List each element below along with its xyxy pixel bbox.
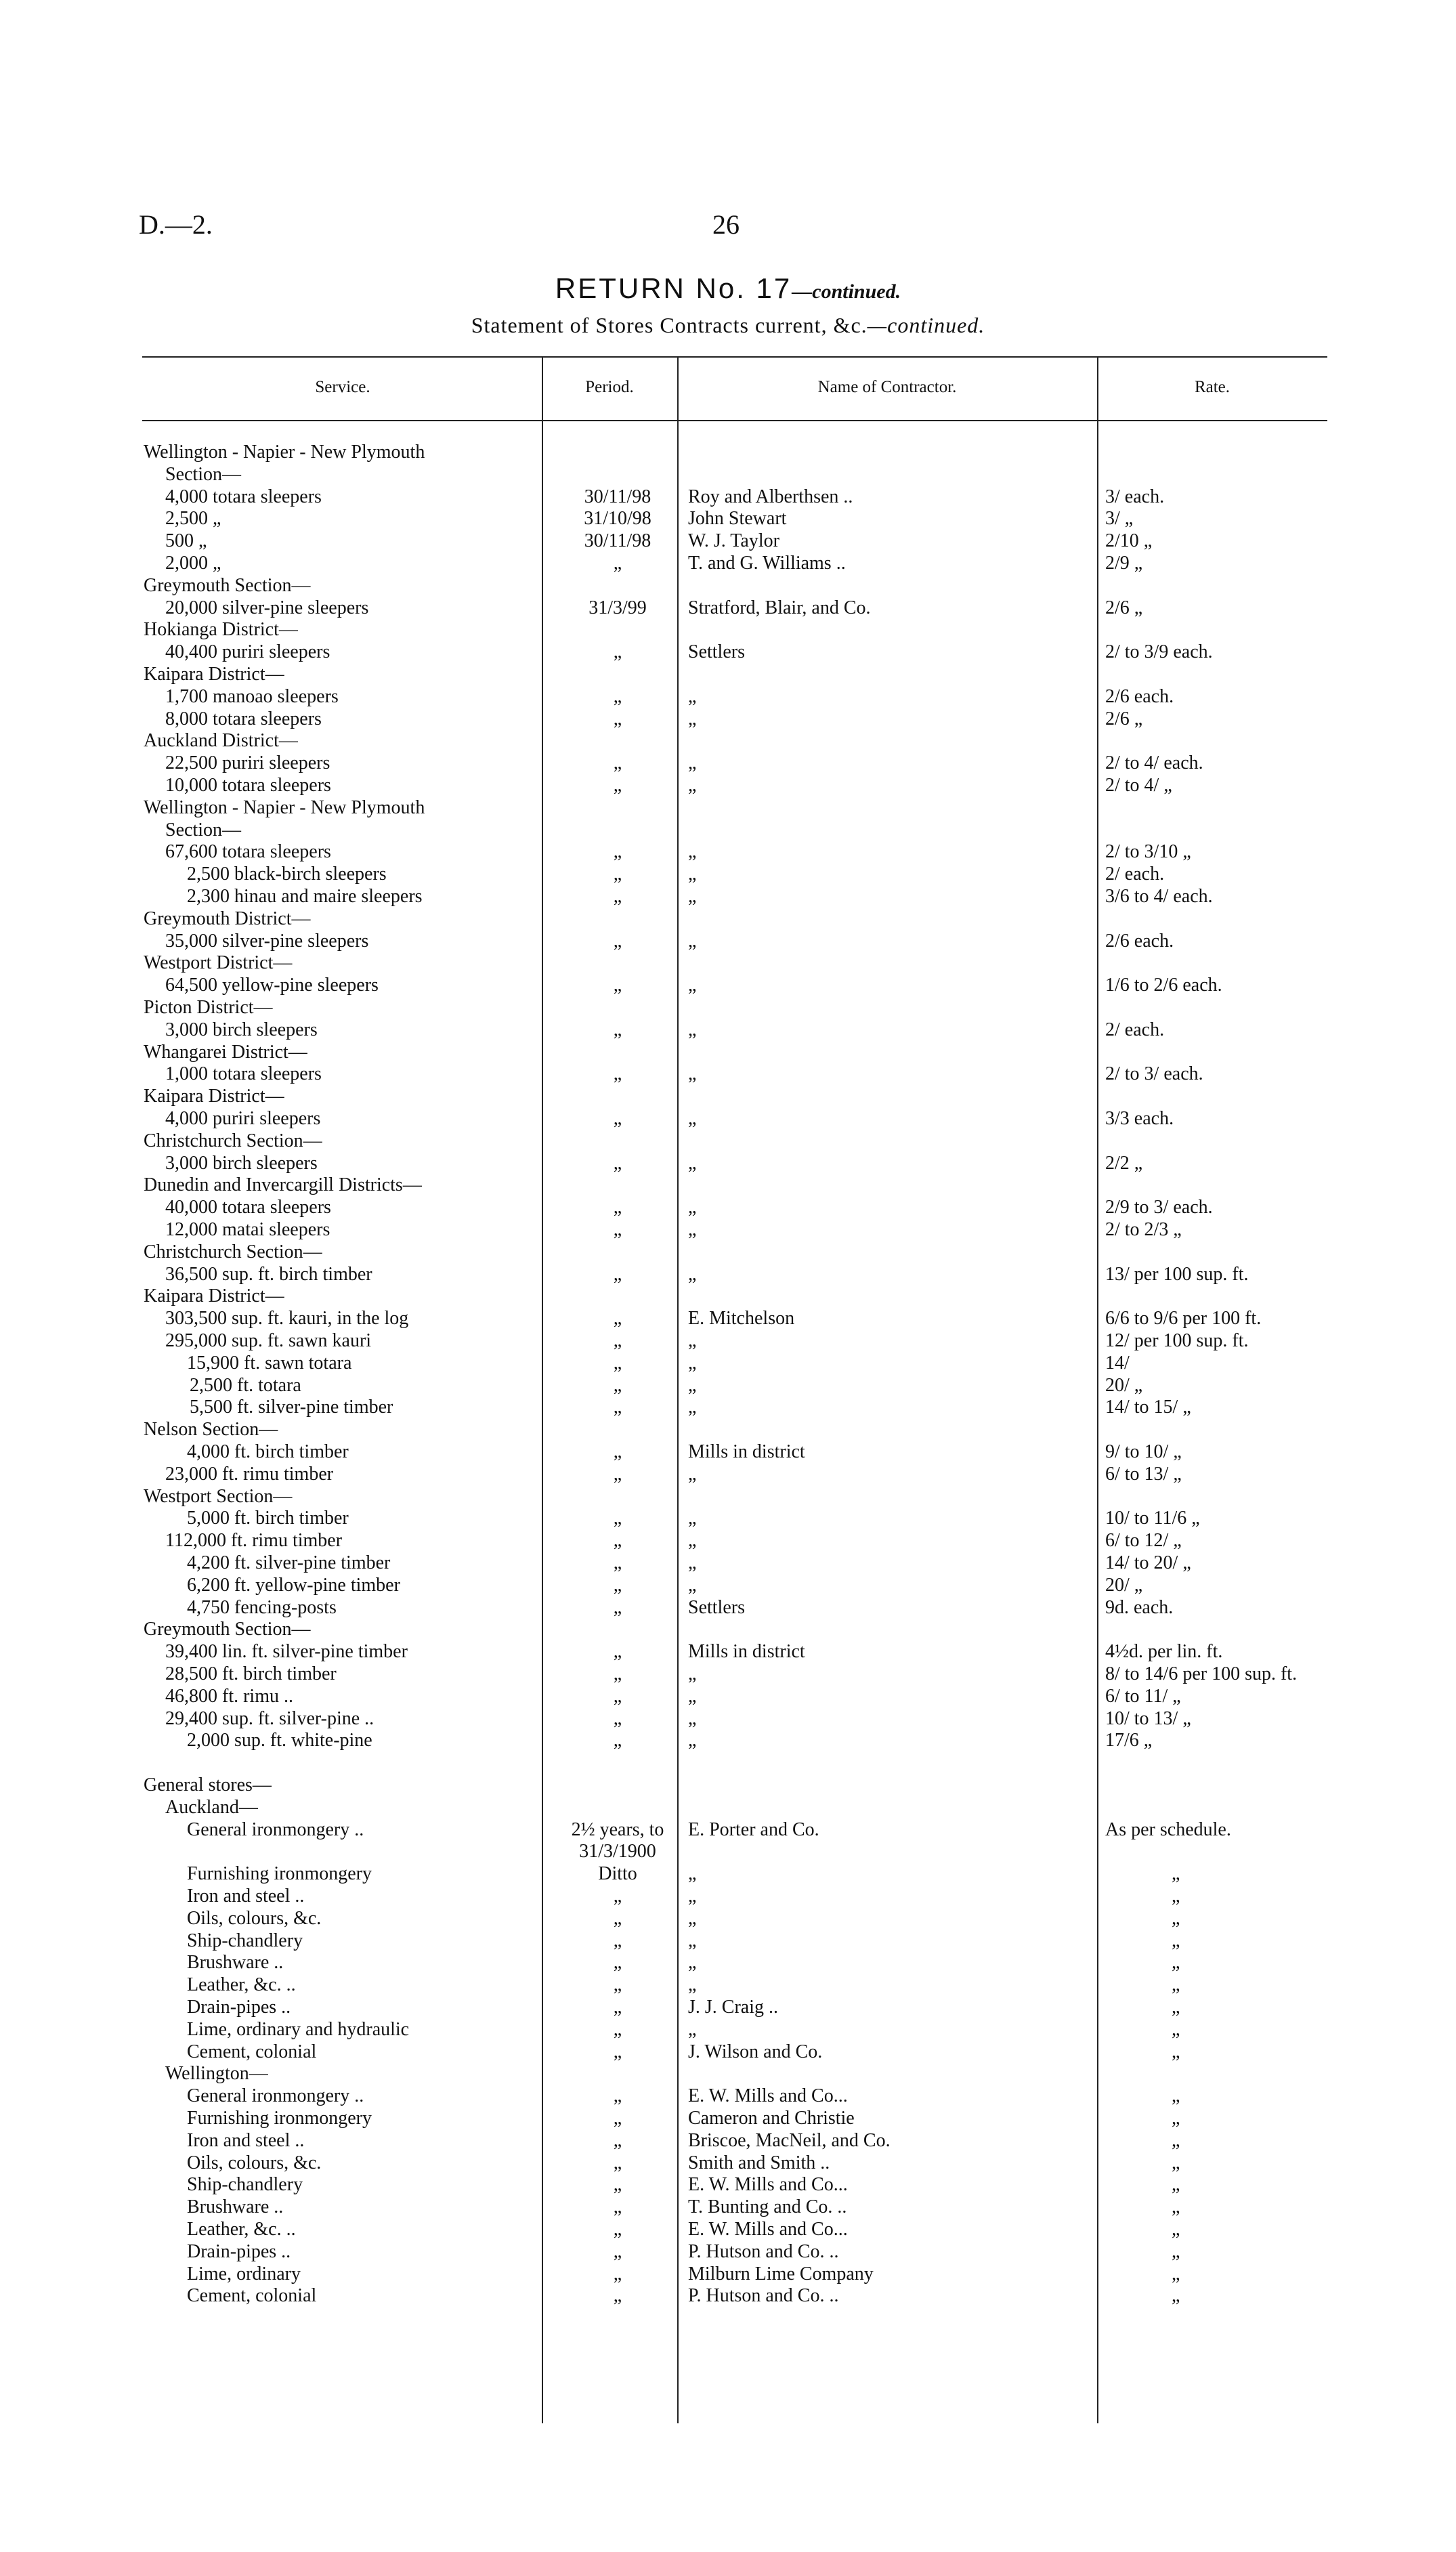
service-cell: 2,500 ft. totara (190, 1374, 301, 1396)
contractor-cell: Settlers (688, 641, 745, 663)
service-cell: Christchurch Section— (144, 1130, 322, 1151)
period-cell: „ (613, 2174, 622, 2196)
period-cell: „ (613, 1108, 622, 1129)
rate-cell: 17/6 „ (1105, 1730, 1153, 1751)
service-cell: 36,500 sup. ft. birch timber (165, 1263, 372, 1285)
rate-cell: „ (1172, 2152, 1180, 2173)
contractor-cell: Smith and Smith .. (688, 2152, 830, 2173)
rate-cell: „ (1172, 2285, 1180, 2307)
period-cell: „ (613, 975, 622, 996)
service-cell: General ironmongery .. (187, 1819, 364, 1840)
rate-cell: „ (1172, 2108, 1180, 2129)
service-cell: Cement, colonial (187, 2285, 317, 2307)
rate-cell: 12/ per 100 sup. ft. (1105, 1330, 1249, 1351)
service-cell: Iron and steel .. (187, 1886, 305, 1907)
contractor-cell: „ (688, 1263, 697, 1285)
service-cell: 1,700 manoao sleepers (165, 685, 339, 707)
service-cell: 46,800 ft. rimu .. (165, 1685, 293, 1707)
contractor-cell: „ (688, 1930, 697, 1951)
rate-cell: 2/10 „ (1105, 530, 1153, 552)
contractor-cell: E. W. Mills and Co... (688, 2085, 848, 2107)
rate-cell: 20/ „ (1105, 1374, 1143, 1396)
contractor-cell: „ (688, 775, 697, 796)
rate-cell: 3/ „ (1105, 508, 1134, 530)
rate-cell: 2/6 each. (1105, 930, 1174, 952)
contractor-cell: „ (688, 1974, 697, 1996)
service-cell: Greymouth District— (144, 908, 311, 929)
rate-cell: „ (1172, 2219, 1180, 2240)
service-cell: 2,000 „ (165, 553, 221, 574)
service-cell: Dunedin and Invercargill Districts— (144, 1174, 422, 1196)
table-header-rule (142, 420, 1327, 421)
service-cell: Picton District— (144, 997, 273, 1018)
period-cell: „ (613, 2285, 622, 2307)
rate-cell: „ (1172, 2129, 1180, 2151)
rate-cell: „ (1172, 2041, 1180, 2062)
period-cell: „ (613, 1907, 622, 1929)
period-cell: „ (613, 1308, 622, 1330)
service-cell: 15,900 ft. sawn totara (187, 1352, 352, 1374)
period-cell: 31/3/99 (588, 597, 647, 618)
contractor-cell: „ (688, 1108, 697, 1129)
service-cell: 2,000 sup. ft. white-pine (187, 1730, 372, 1751)
rate-cell: „ (1172, 1886, 1180, 1907)
service-cell: Westport Section— (144, 1485, 293, 1507)
statement-subtitle-continued: —continued. (867, 313, 985, 337)
contractor-cell: „ (688, 1197, 697, 1218)
period-cell: „ (613, 1352, 622, 1374)
period-cell: „ (613, 1641, 622, 1663)
service-cell: 2,300 hinau and maire sleepers (187, 886, 423, 907)
contractor-cell: J. J. Craig .. (688, 1997, 778, 2018)
rate-cell: „ (1172, 2018, 1180, 2040)
contractor-cell: „ (688, 1019, 697, 1040)
rate-cell: „ (1172, 2085, 1180, 2107)
rate-cell: „ (1172, 1863, 1180, 1885)
service-cell: Wellington - Napier - New Plymouth (144, 796, 425, 818)
period-cell: „ (613, 1596, 622, 1618)
rate-cell: 6/ to 12/ „ (1105, 1530, 1182, 1552)
period-cell: „ (613, 1330, 622, 1351)
service-cell: 29,400 sup. ft. silver-pine .. (165, 1707, 374, 1729)
service-cell: 2,500 black-birch sleepers (187, 864, 387, 885)
service-cell: Wellington— (165, 2063, 268, 2085)
service-cell: Whangarei District— (144, 1041, 307, 1063)
service-cell: 35,000 silver-pine sleepers (165, 930, 369, 952)
contractor-cell: „ (688, 1863, 697, 1885)
contractor-cell: E. Porter and Co. (688, 1819, 819, 1840)
contractor-cell: J. Wilson and Co. (688, 2041, 823, 2062)
service-cell: Westport District— (144, 952, 293, 974)
period-cell: „ (613, 1974, 622, 1996)
service-cell: 12,000 matai sleepers (165, 1219, 330, 1240)
rate-cell: 13/ per 100 sup. ft. (1105, 1263, 1249, 1285)
contractor-cell: T. and G. Williams .. (688, 553, 846, 574)
service-cell: Leather, &c. .. (187, 2219, 296, 2240)
rate-cell: „ (1172, 1974, 1180, 1996)
contractor-cell: „ (688, 1707, 697, 1729)
rate-cell: As per schedule. (1105, 1819, 1231, 1840)
service-cell: Drain-pipes .. (187, 2240, 291, 2262)
rate-cell: 2/ each. (1105, 864, 1165, 885)
service-cell: 22,500 puriri sleepers (165, 752, 330, 774)
period-cell: „ (613, 1019, 622, 1040)
service-cell: 39,400 lin. ft. silver-pine timber (165, 1641, 408, 1663)
period-cell: „ (613, 1574, 622, 1596)
service-cell: 4,750 fencing-posts (187, 1596, 337, 1618)
period-cell: „ (613, 2108, 622, 2129)
rate-cell: 6/ to 11/ „ (1105, 1685, 1181, 1707)
contractor-cell: E. W. Mills and Co... (688, 2174, 848, 2196)
service-cell: 23,000 ft. rimu timber (165, 1463, 334, 1485)
column-header-rate: Rate. (1194, 378, 1230, 396)
contractor-cell: „ (688, 1152, 697, 1174)
rate-cell: 8/ to 14/6 per 100 sup. ft. (1105, 1663, 1298, 1684)
rate-cell: 3/ each. (1105, 486, 1165, 507)
period-cell: „ (613, 1663, 622, 1684)
contractor-cell: „ (688, 1730, 697, 1751)
rate-cell: 2/ to 4/ each. (1105, 752, 1203, 774)
period-cell: 31/3/1900 (579, 1841, 656, 1863)
rate-cell: 2/ each. (1105, 1019, 1165, 1040)
period-cell: „ (613, 1997, 622, 2018)
contractor-cell: Mills in district (688, 1641, 805, 1663)
service-cell: Auckland— (165, 1796, 258, 1818)
service-cell: Furnishing ironmongery (187, 2108, 372, 2129)
contractor-cell: „ (688, 752, 697, 774)
service-cell: Greymouth Section— (144, 1619, 311, 1640)
service-cell: 3,000 birch sleepers (165, 1019, 318, 1040)
rate-cell: 2/ to 2/3 „ (1105, 1219, 1182, 1240)
service-cell: 67,600 totara sleepers (165, 841, 331, 863)
period-cell: „ (613, 864, 622, 885)
service-cell: Ship-chandlery (187, 2174, 303, 2196)
service-cell: 1,000 totara sleepers (165, 1063, 322, 1085)
service-cell: Greymouth Section— (144, 574, 311, 596)
service-cell: Hokianga District— (144, 619, 298, 641)
service-cell: 6,200 ft. yellow-pine timber (187, 1574, 400, 1596)
statement-subtitle (0, 313, 1456, 338)
rate-cell: 1/6 to 2/6 each. (1105, 975, 1222, 996)
contractor-cell: „ (688, 1352, 697, 1374)
contractor-cell: „ (688, 1552, 697, 1573)
period-cell: „ (613, 1063, 622, 1085)
service-cell: General stores— (144, 1774, 272, 1795)
service-cell: Nelson Section— (144, 1419, 278, 1441)
service-cell: 40,000 totara sleepers (165, 1197, 331, 1218)
return-title-continued: —continued. (792, 280, 901, 303)
rate-cell: 14/ to 15/ „ (1105, 1397, 1191, 1418)
service-cell: Section— (165, 819, 241, 841)
rate-cell: 2/9 to 3/ each. (1105, 1197, 1213, 1218)
period-cell: „ (613, 2152, 622, 2173)
contractor-cell: P. Hutson and Co. .. (688, 2285, 839, 2307)
contractor-cell: „ (688, 2018, 697, 2040)
period-cell: „ (613, 1707, 622, 1729)
service-cell: Ship-chandlery (187, 1930, 303, 1951)
service-cell: 10,000 totara sleepers (165, 775, 331, 796)
service-cell: Leather, &c. .. (187, 1974, 296, 1996)
period-cell: „ (613, 1930, 622, 1951)
page-number: 26 (712, 209, 740, 240)
contractor-cell: „ (688, 1219, 697, 1240)
service-cell: Oils, colours, &c. (187, 2152, 322, 2173)
period-cell: „ (613, 886, 622, 907)
service-cell: 3,000 birch sleepers (165, 1152, 318, 1174)
rate-cell: 2/ to 3/9 each. (1105, 641, 1213, 663)
contractor-cell: „ (688, 975, 697, 996)
period-cell: „ (613, 2240, 622, 2262)
period-cell: „ (613, 752, 622, 774)
service-cell: Kaipara District— (144, 1086, 284, 1107)
contractor-cell: „ (688, 1574, 697, 1596)
service-cell: 112,000 ft. rimu timber (165, 1530, 343, 1552)
statement-subtitle-main: Statement of Stores Contracts current, &c. (471, 313, 868, 337)
service-cell: 295,000 sup. ft. sawn kauri (165, 1330, 372, 1351)
service-cell: Wellington - Napier - New Plymouth (144, 442, 425, 463)
service-cell: Brushware .. (187, 2196, 284, 2218)
period-cell: „ (613, 2263, 622, 2284)
service-cell: Lime, ordinary and hydraulic (187, 2018, 410, 2040)
contractor-cell: P. Hutson and Co. .. (688, 2240, 839, 2262)
contractor-cell: „ (688, 1063, 697, 1085)
period-cell: „ (613, 1263, 622, 1285)
period-cell: „ (613, 1886, 622, 1907)
period-cell: „ (613, 841, 622, 863)
contractor-cell: John Stewart (688, 508, 787, 530)
rate-cell: „ (1172, 2196, 1180, 2218)
contractor-cell: Stratford, Blair, and Co. (688, 597, 871, 618)
period-cell: „ (613, 2041, 622, 2062)
contractor-cell: „ (688, 841, 697, 863)
contractor-cell: „ (688, 886, 697, 907)
rate-cell: 2/ to 4/ „ (1105, 775, 1172, 796)
service-cell: 2,500 „ (165, 508, 221, 530)
period-cell: 31/10/98 (584, 508, 651, 530)
contractor-cell: „ (688, 1508, 697, 1529)
column-header-period: Period. (585, 378, 634, 396)
service-cell: Cement, colonial (187, 2041, 317, 2062)
contractor-cell: Roy and Alberthsen .. (688, 486, 853, 507)
contractor-cell: Cameron and Christie (688, 2108, 855, 2129)
service-cell: 303,500 sup. ft. kauri, in the log (165, 1308, 409, 1330)
contractor-cell: „ (688, 1397, 697, 1418)
period-cell: „ (613, 1530, 622, 1552)
contractor-cell: Mills in district (688, 1441, 805, 1462)
contractor-cell: Settlers (688, 1596, 745, 1618)
service-cell: Iron and steel .. (187, 2129, 305, 2151)
rate-cell: 14/ (1105, 1352, 1130, 1374)
contractor-cell: „ (688, 685, 697, 707)
rate-cell: „ (1172, 1997, 1180, 2018)
rate-cell: 2/9 „ (1105, 553, 1143, 574)
rate-cell: „ (1172, 2240, 1180, 2262)
period-cell: „ (613, 1197, 622, 1218)
service-cell: Furnishing ironmongery (187, 1863, 372, 1885)
column-divider-period (542, 358, 543, 2423)
period-cell: „ (613, 708, 622, 729)
rate-cell: 14/ to 20/ „ (1105, 1552, 1191, 1573)
service-cell: Auckland District— (144, 730, 298, 752)
period-cell: „ (613, 930, 622, 952)
rate-cell: 2/6 „ (1105, 708, 1143, 729)
rate-cell: 2/2 „ (1105, 1152, 1143, 1174)
service-cell: 28,500 ft. birch timber (165, 1663, 337, 1684)
contractor-cell: „ (688, 1530, 697, 1552)
rate-cell: 6/ to 13/ „ (1105, 1463, 1182, 1485)
period-cell: 2½ years, to (571, 1819, 664, 1840)
contractor-cell: „ (688, 864, 697, 885)
period-cell: 30/11/98 (584, 486, 651, 507)
service-cell: Section— (165, 463, 241, 485)
service-cell: 5,000 ft. birch timber (187, 1508, 349, 1529)
return-title-main: RETURN No. 17 (555, 272, 792, 304)
period-cell: „ (613, 775, 622, 796)
period-cell: „ (613, 1441, 622, 1462)
document-code: D.—2. (139, 209, 213, 240)
period-cell: „ (613, 685, 622, 707)
table-top-rule (142, 356, 1327, 358)
period-cell: „ (613, 1219, 622, 1240)
rate-cell: 2/ to 3/10 „ (1105, 841, 1191, 863)
period-cell: 30/11/98 (584, 530, 651, 552)
contractor-cell: „ (688, 1374, 697, 1396)
service-cell: 40,400 puriri sleepers (165, 641, 330, 663)
contractor-cell: „ (688, 1907, 697, 1929)
period-cell: „ (613, 2129, 622, 2151)
period-cell: Ditto (598, 1863, 637, 1885)
service-cell: 4,000 totara sleepers (165, 486, 322, 507)
rate-cell: 2/ to 3/ each. (1105, 1063, 1203, 1085)
period-cell: „ (613, 2219, 622, 2240)
period-cell: „ (613, 2085, 622, 2107)
contractor-cell: „ (688, 1685, 697, 1707)
rate-cell: „ (1172, 1952, 1180, 1974)
rate-cell: 3/3 each. (1105, 1108, 1174, 1129)
service-cell: General ironmongery .. (187, 2085, 364, 2107)
rate-cell: „ (1172, 2174, 1180, 2196)
period-cell: „ (613, 1397, 622, 1418)
rate-cell: „ (1172, 1907, 1180, 1929)
period-cell: „ (613, 2196, 622, 2218)
service-cell: Christchurch Section— (144, 1241, 322, 1262)
period-cell: „ (613, 1730, 622, 1751)
contractor-cell: E. Mitchelson (688, 1308, 795, 1330)
contractor-cell: E. W. Mills and Co... (688, 2219, 848, 2240)
rate-cell: 9d. each. (1105, 1596, 1174, 1618)
rate-cell: „ (1172, 2263, 1180, 2284)
column-header-service: Service. (315, 378, 370, 396)
period-cell: „ (613, 1463, 622, 1485)
column-header-contractor: Name of Contractor. (817, 378, 957, 396)
rate-cell: 10/ to 13/ „ (1105, 1707, 1191, 1729)
period-cell: „ (613, 1952, 622, 1974)
column-divider-rate (1097, 358, 1098, 2423)
return-title (0, 272, 1456, 305)
period-cell: „ (613, 1552, 622, 1573)
service-cell: 8,000 totara sleepers (165, 708, 322, 729)
rate-cell: 9/ to 10/ „ (1105, 1441, 1182, 1462)
service-cell: Kaipara District— (144, 664, 284, 685)
rate-cell: 3/6 to 4/ each. (1105, 886, 1213, 907)
service-cell: Kaipara District— (144, 1285, 284, 1307)
rate-cell: „ (1172, 1930, 1180, 1951)
contractor-cell: „ (688, 1463, 697, 1485)
rate-cell: 2/6 „ (1105, 597, 1143, 618)
rate-cell: 6/6 to 9/6 per 100 ft. (1105, 1308, 1262, 1330)
service-cell: 500 „ (165, 530, 207, 552)
period-cell: „ (613, 641, 622, 663)
service-cell: 64,500 yellow-pine sleepers (165, 975, 379, 996)
contractor-cell: W. J. Taylor (688, 530, 779, 552)
contractor-cell: Briscoe, MacNeil, and Co. (688, 2129, 891, 2151)
service-cell: Drain-pipes .. (187, 1997, 291, 2018)
service-cell: Oils, colours, &c. (187, 1907, 322, 1929)
rate-cell: 2/6 each. (1105, 685, 1174, 707)
contractor-cell: „ (688, 1886, 697, 1907)
contractor-cell: „ (688, 930, 697, 952)
period-cell: „ (613, 1374, 622, 1396)
period-cell: „ (613, 1508, 622, 1529)
service-cell: 4,000 ft. birch timber (187, 1441, 349, 1462)
contractor-cell: „ (688, 708, 697, 729)
rate-cell: 20/ „ (1105, 1574, 1143, 1596)
contractor-cell: T. Bunting and Co. .. (688, 2196, 847, 2218)
contractor-cell: „ (688, 1330, 697, 1351)
service-cell: 4,200 ft. silver-pine timber (187, 1552, 391, 1573)
rate-cell: 10/ to 11/6 „ (1105, 1508, 1200, 1529)
service-cell: Brushware .. (187, 1952, 284, 1974)
service-cell: Lime, ordinary (187, 2263, 301, 2284)
service-cell: 5,500 ft. silver-pine timber (190, 1397, 393, 1418)
rate-cell: 4½d. per lin. ft. (1105, 1641, 1223, 1663)
contractor-cell: „ (688, 1663, 697, 1684)
service-cell: 20,000 silver-pine sleepers (165, 597, 369, 618)
period-cell: „ (613, 2018, 622, 2040)
service-cell: 4,000 puriri sleepers (165, 1108, 321, 1129)
period-cell: „ (613, 1152, 622, 1174)
contractor-cell: Milburn Lime Company (688, 2263, 874, 2284)
period-cell: „ (613, 553, 622, 574)
period-cell: „ (613, 1685, 622, 1707)
contractor-cell: „ (688, 1952, 697, 1974)
